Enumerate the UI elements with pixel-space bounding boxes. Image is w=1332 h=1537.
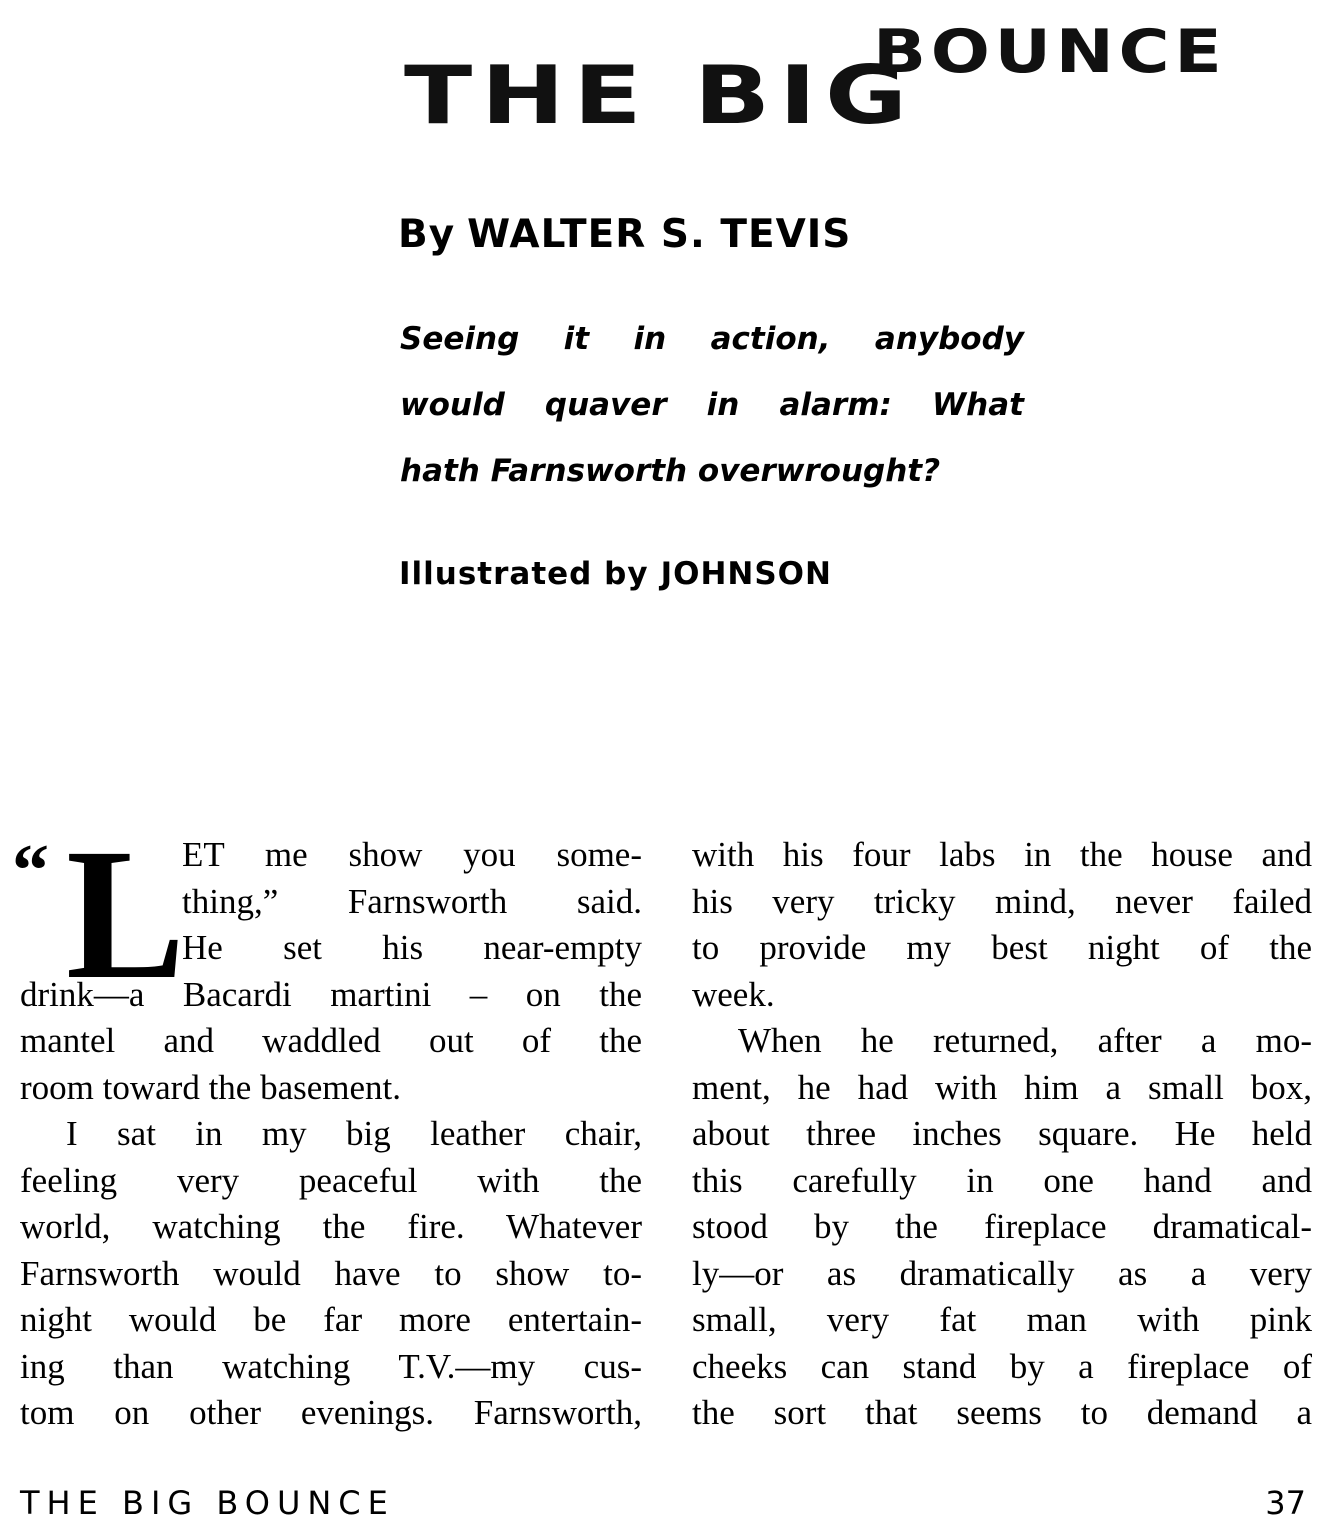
text-line: ment, he had with him a small box, xyxy=(692,1067,1312,1107)
left-text-column xyxy=(20,832,642,1437)
text-line: drink—a Bacardi martini – on the xyxy=(20,974,642,1014)
text-line: this carefully in one hand and xyxy=(692,1160,1312,1200)
text-line: world, watching the fire. Whatever xyxy=(20,1207,642,1246)
dropcap-letter: L xyxy=(66,809,186,1018)
text-line: feeling very peaceful with the xyxy=(20,1160,642,1200)
text-line: Farnsworth would have to show to- xyxy=(20,1253,642,1293)
text-line: about three inches square. He held xyxy=(692,1114,1312,1153)
author-name: WALTER S. TEVIS xyxy=(467,212,852,257)
text-line: to provide my best night of the xyxy=(692,928,1312,967)
text-line: stood by the fireplace dramatical- xyxy=(692,1207,1312,1246)
text-line: his very tricky mind, never failed xyxy=(692,881,1312,921)
illustrator-name: JOHNSON xyxy=(660,556,832,592)
dropcap-quote: “ xyxy=(12,830,49,912)
text-line: cheeks can stand by a fireplace of xyxy=(692,1346,1312,1386)
text-line: thing,” Farnsworth said. xyxy=(182,881,642,921)
text-line: the sort that seems to demand a xyxy=(692,1393,1312,1432)
page-number: 37 xyxy=(1265,1484,1306,1522)
story-blurb xyxy=(400,306,1024,504)
right-text-column xyxy=(692,832,1312,1437)
text-line: I sat in my big leather chair, xyxy=(66,1114,642,1153)
blurb-line: hath Farnsworth overwrought? xyxy=(400,453,941,489)
text-line: He set his near-empty xyxy=(182,928,642,967)
byline xyxy=(398,212,851,257)
byline-prefix: By xyxy=(398,212,456,257)
text-line: ly—or as dramatically as a very xyxy=(692,1253,1312,1293)
title-the-big: THE BIG xyxy=(404,49,916,142)
text-line: small, very fat man with pink xyxy=(692,1300,1312,1339)
blurb-line: would quaver in alarm: What xyxy=(400,387,1024,423)
illustrator-prefix: Illustrated by xyxy=(399,556,649,592)
blurb-line: Seeing it in action, anybody xyxy=(400,321,1024,357)
text-line: room toward the basement. xyxy=(20,1067,402,1107)
text-line: mantel and waddled out of the xyxy=(20,1021,642,1060)
running-footer-title: THE BIG BOUNCE xyxy=(20,1484,395,1522)
text-line: with his four labs in the house and xyxy=(692,835,1312,874)
text-line: tom on other evenings. Farnsworth, xyxy=(20,1393,642,1432)
text-line: When he returned, after a mo- xyxy=(738,1021,1312,1060)
illustrator-credit xyxy=(399,556,832,592)
text-line: ing than watching T.V.—my cus- xyxy=(20,1346,642,1386)
title-bounce: BOUNCE xyxy=(873,17,1227,87)
text-line: ET me show you some- xyxy=(182,835,642,874)
text-line: week. xyxy=(692,974,775,1014)
text-line: night would be far more entertain- xyxy=(20,1300,642,1339)
